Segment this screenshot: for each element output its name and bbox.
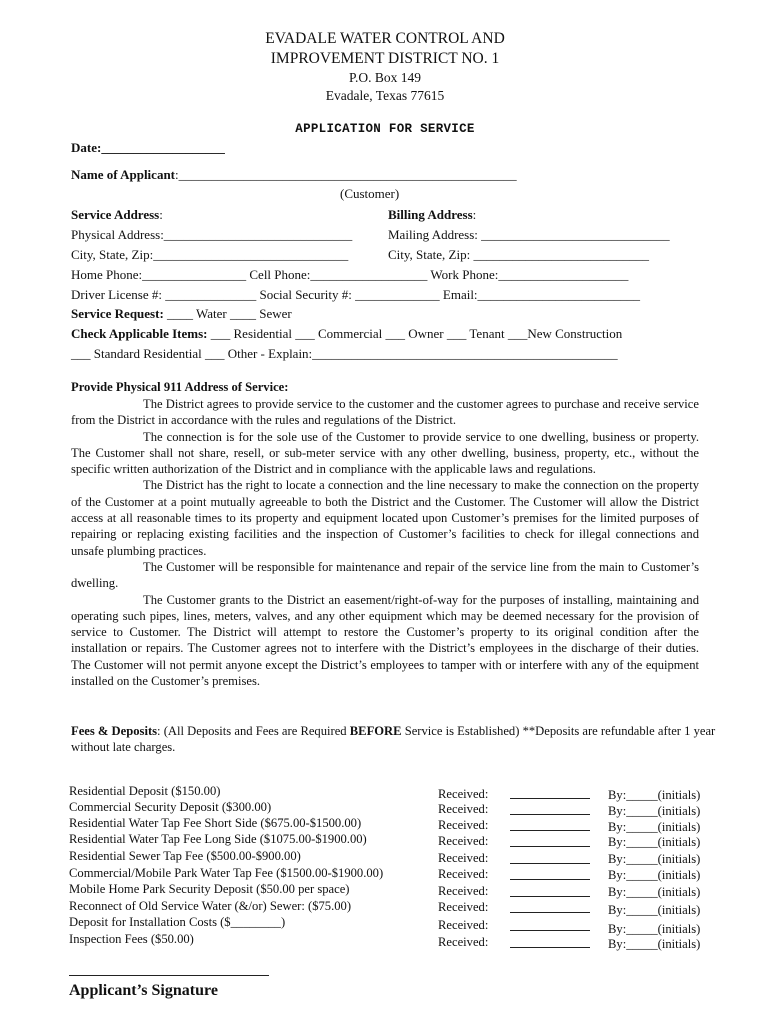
- fee-item-1: Residential Deposit ($150.00): [69, 784, 221, 798]
- initials-field[interactable]: By:_____(initials): [608, 937, 701, 951]
- received-blank[interactable]: [510, 830, 590, 831]
- name-blank: :____________________________________________________: [175, 167, 517, 182]
- check-items-label: Check Applicable Items:: [71, 326, 208, 341]
- initials-field[interactable]: By:_____(initials): [608, 903, 701, 917]
- form-title: APPLICATION FOR SERVICE: [295, 122, 475, 136]
- colon-1: :: [159, 207, 163, 222]
- received-blank[interactable]: [510, 846, 590, 847]
- service-request-row[interactable]: [71, 306, 292, 322]
- mailing-address-field[interactable]: Mailing Address: _____________________________: [388, 227, 670, 242]
- initials-field[interactable]: By:_____(initials): [608, 868, 701, 882]
- name-of-applicant-field[interactable]: [71, 167, 517, 183]
- terms-paragraph-4: The Customer will be responsible for maintenance and repair of the service line from the main to Customer’s dwelling.: [71, 559, 699, 591]
- terms-paragraph-2: The connection is for the sole use of the Customer to provide service to one dwelling, business or property. The Customer shall not share, resell, or sub-meter service with any other dwelling, business, property, etc., without the specific written authorization of the District and in compliance with the applicable laws and regulations.: [71, 429, 699, 477]
- fee-item-2: Commercial Security Deposit ($300.00): [69, 800, 272, 814]
- received-blank[interactable]: [510, 947, 590, 948]
- received-blank[interactable]: [510, 798, 590, 799]
- initials-field[interactable]: By:_____(initials): [608, 788, 701, 802]
- fees-intro: [71, 723, 716, 756]
- terms-paragraph-5: The Customer grants to the District an easement/right-of-way for the purposes of installing, maintaining and operating such pipes, lines, meters, valves, and any other equipment which may be deemed necessary for the provision of service to Customer. The District will attempt to restore the Customer’s property to its original condition after the installation or repairs. The Customer agrees not to interfere with the District’s employees in the discharge of their duties. The Customer will not permit anyone except the District’s employees to tamper with or interfere with any of the equipment installed on the Customer’s premises.: [71, 592, 699, 689]
- colon-2: :: [472, 207, 477, 222]
- service-address-heading: [71, 207, 163, 223]
- received-label: Received:: [438, 900, 489, 914]
- district-name-line2: IMPROVEMENT DISTRICT NO. 1: [270, 50, 500, 67]
- received-label: Received:: [438, 918, 489, 932]
- terms-paragraph-3: The District has the right to locate a connection and the line necessary to make the connection on the property of the Customer at a point mutually agreeable to both the District and the Customer. The Customer will allow the District access at all reasonable times to its property and equipment located upon Customer’s premises for the limited purposes of repairing or replacing existing facilities and the inspection of Customer’s facilities to check for illegal connections and unsafe plumbing practices.: [71, 478, 699, 558]
- received-label: Received:: [438, 851, 489, 865]
- check-items-row[interactable]: [71, 326, 622, 342]
- city-state-zip: Evadale, Texas 77615: [325, 88, 445, 103]
- received-blank[interactable]: [510, 912, 590, 913]
- terms-paragraph-1: The District agrees to provide service to the customer and the customer agrees to purchase and receive service from the District in accordance with the rules and regulations of the District.: [71, 397, 699, 428]
- id-fields[interactable]: Driver License #: ______________ Social Security #: _____________ Email:_________________________: [71, 287, 641, 302]
- check-items-row-2[interactable]: ___ Standard Residential ___ Other - Explain:_______________________________________________: [71, 346, 618, 361]
- district-name-line1: EVADALE WATER CONTROL AND: [265, 30, 505, 47]
- date-field[interactable]: Date:___________________: [71, 140, 225, 155]
- received-blank[interactable]: [510, 863, 590, 864]
- signature-line[interactable]: [69, 975, 269, 976]
- received-label: Received:: [438, 818, 489, 832]
- received-label: Received:: [438, 884, 489, 898]
- service-city-state-zip-field[interactable]: City, State, Zip:______________________________: [71, 247, 349, 262]
- initials-field[interactable]: By:_____(initials): [608, 835, 701, 849]
- check-items-options[interactable]: ___ Residential ___ Commercial ___ Owner ___ Tenant ___New Construction: [207, 326, 623, 341]
- received-label: Received:: [438, 935, 489, 949]
- fee-item-9: Deposit for Installation Costs ($________): [69, 915, 286, 929]
- billing-address-heading: [388, 207, 476, 223]
- phone-fields[interactable]: Home Phone:________________ Cell Phone:__________________ Work Phone:____________________: [71, 267, 629, 282]
- fees-intro-bold: BEFORE: [349, 724, 402, 738]
- received-blank[interactable]: [510, 896, 590, 897]
- name-label: Name of Applicant: [71, 167, 175, 182]
- fees-intro-a: : (All Deposits and Fees are Required: [157, 724, 350, 738]
- fees-heading: Fees & Deposits: [71, 724, 158, 738]
- initials-field[interactable]: By:_____(initials): [608, 804, 701, 818]
- po-box: P.O. Box 149: [348, 70, 421, 85]
- fee-item-5: Residential Sewer Tap Fee ($500.00-$900.00): [69, 849, 301, 863]
- physical-address-field[interactable]: Physical Address:_____________________________: [71, 227, 353, 242]
- fees-intro-b: Service is Established) **Deposits are refundable after 1 year without late charges.: [71, 724, 716, 755]
- fee-item-3: Residential Water Tap Fee Short Side ($675.00-$1500.00): [69, 816, 362, 830]
- fee-item-7: Mobile Home Park Security Deposit ($50.00 per space): [69, 882, 350, 896]
- received-label: Received:: [438, 802, 489, 816]
- billing-city-state-zip-field[interactable]: City, State, Zip: ___________________________: [388, 247, 649, 262]
- fee-item-8: Reconnect of Old Service Water (&/or) Sewer: ($75.00): [69, 899, 352, 913]
- terms-heading: Provide Physical 911 Address of Service:: [71, 380, 289, 394]
- fee-item-6: Commercial/Mobile Park Water Tap Fee ($1500.00-$1900.00): [69, 866, 384, 880]
- customer-caption: (Customer): [340, 186, 400, 201]
- received-label: Received:: [438, 834, 489, 848]
- received-blank[interactable]: [510, 879, 590, 880]
- initials-field[interactable]: By:_____(initials): [608, 885, 701, 899]
- received-blank[interactable]: [510, 814, 590, 815]
- applicant-signature-label: Applicant’s Signature: [69, 982, 218, 999]
- initials-field[interactable]: By:_____(initials): [608, 852, 701, 866]
- service-request-label: Service Request:: [71, 306, 164, 321]
- initials-field[interactable]: By:_____(initials): [608, 922, 701, 936]
- service-request-options[interactable]: ____ Water ____ Sewer: [163, 306, 292, 321]
- fee-item-10: Inspection Fees ($50.00): [69, 932, 194, 946]
- initials-field[interactable]: By:_____(initials): [608, 820, 701, 834]
- received-blank[interactable]: [510, 930, 590, 931]
- service-address-label: Service Address: [71, 207, 160, 222]
- received-label: Received:: [438, 867, 489, 881]
- received-label: Received:: [438, 787, 489, 801]
- terms-body: [71, 396, 699, 689]
- fee-item-4: Residential Water Tap Fee Long Side ($1075.00-$1900.00): [69, 832, 367, 846]
- billing-address-label: Billing Address: [388, 207, 473, 222]
